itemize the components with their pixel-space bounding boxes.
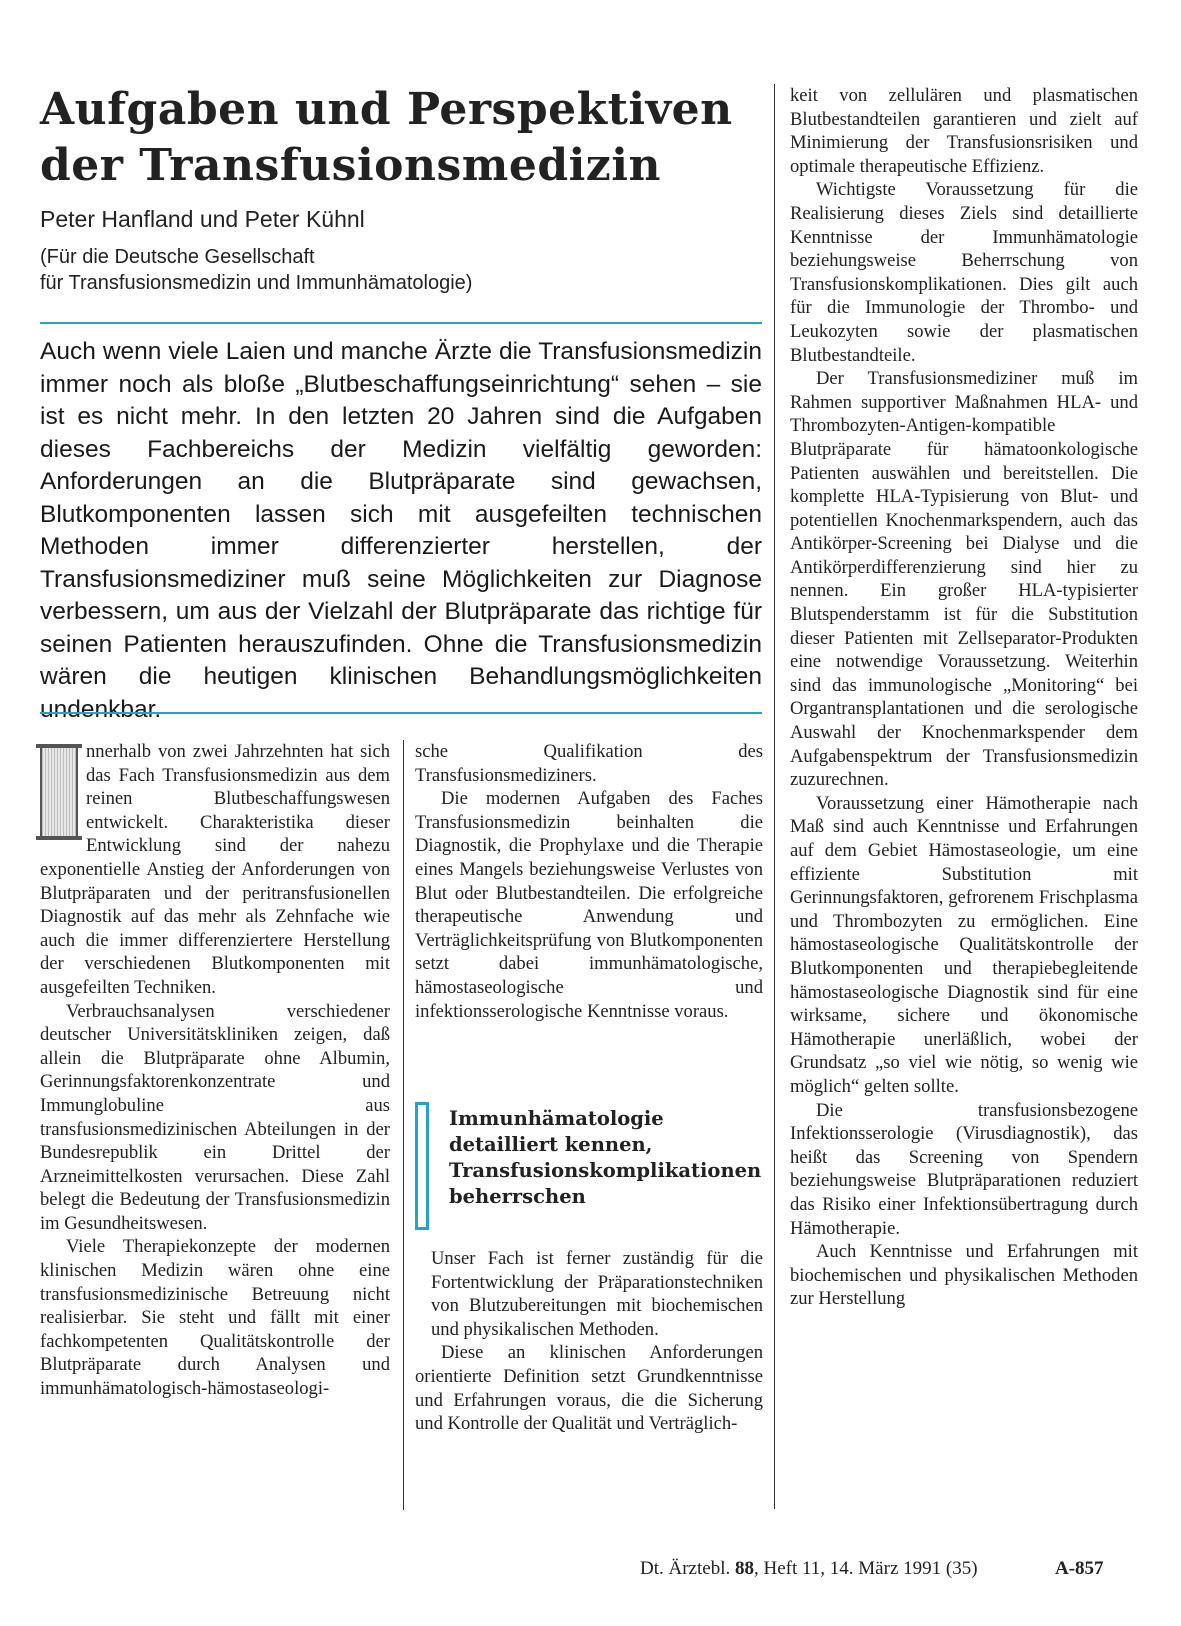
subheading-bracket — [415, 1102, 429, 1230]
column-divider-right — [774, 84, 775, 1509]
paragraph-7: Diese an klinischen Anforderungen orientierte Definition setzt Grundkenntnisse und Erfahrungen voraus, die die Sicherung und Kontrolle der Qualität und Verträglich- — [415, 1342, 763, 1435]
affiliation-line-1: (Für die Deutsche Gesellschaft — [40, 246, 315, 268]
author-affiliation — [40, 244, 760, 296]
article-authors: Peter Hanfland und Peter Kühnl — [40, 206, 365, 232]
issue-date: , Heft 11, 14. März 1991 (35) — [753, 1558, 978, 1579]
journal-name: Dt. Ärztebl. — [640, 1558, 731, 1579]
body-column-3 — [790, 84, 1138, 1311]
body-column-1 — [40, 740, 390, 1401]
drop-cap-i — [40, 744, 78, 840]
page-number: A-857 — [1055, 1558, 1104, 1579]
paragraph-10: Der Transfusionsmediziner muß im Rahmen supportiver Maßnahmen HLA- und Thrombozyten-Antigen-kompatible Blutpräparate für hämatoonkologische Patienten auswählen und bereitstellen. Die komplette HLA-Typisierung von Blut- und potentiellen Knochenmarkspendern, auch das Antikörper-Screening bei Dialyse und die Antikörperdifferenzierung sind hier zu nennen. Ein großer HLA-typisierter Blutspenderstamm ist für die Substitution dieser Patienten mit Zellseparator-Produkten eine notwendige Voraussetzung. Weiterhin sind das immunologische „Monitoring“ bei Organtransplantationen und die serologische Auswahl der Knochenmarkspender dem Aufgabenspektrum der Transfusionsmedizin zuzurechnen. — [790, 368, 1138, 791]
paragraph-1-text: nnerhalb von zwei Jahrzehnten hat sich das Fach Transfusionsmedizin aus dem reinen Blutbeschaffungswesen entwickelt. Charakteristika dieser Entwicklung sind der nahezu exponentielle Anstieg der Anforderungen von Blutpräparaten und der peritransfusionellen Diagnostik auf das mehr als Zehnfache wie auch die immer differenziertere Herstellung der verschiedenen Blutkomponenten mit ausgefeilten Techniken. — [40, 741, 390, 998]
paragraph-3: Viele Therapiekonzepte der modernen klinischen Medizin wären ohne eine transfusionsmedizinische Betreuung nicht realisierbar. Sie steht und fällt mit einer fachkompetenten Qualitätskontrolle der Blutpräparate durch Analysen und immunhämatologisch-hämostaseologi- — [40, 1236, 390, 1400]
lead-divider — [40, 712, 762, 714]
affiliation-line-2: für Transfusionsmedizin und Immunhämatologie) — [40, 272, 473, 294]
paragraph-1 — [40, 740, 390, 1000]
column-divider-left — [403, 740, 404, 1510]
paragraph-2: Verbrauchsanalysen verschiedener deutscher Universitätskliniken zeigen, daß allein die Blutpräparate ohne Albumin, Gerinnungsfaktorenkonzentrate und Immunglobuline aus transfusionsmedizinischen Abteilungen in der Bundesrepublik ein Drittel der Arzneimittelkosten verursachen. Diese Zahl belegt die Bedeutung der Transfusionsmedizin im Gesundheitswesen. — [40, 1000, 390, 1234]
article-title: Aufgaben und Perspektiven der Transfusionsmedizin — [40, 84, 733, 191]
subheading-box — [415, 1102, 763, 1247]
paragraph-13: Auch Kenntnisse und Erfahrungen mit biochemischen und physikalischen Methoden zur Herstellung — [790, 1241, 1138, 1310]
body-column-2-top — [415, 740, 763, 1023]
paragraph-6: Unser Fach ist ferner zuständig für die Fortentwicklung der Präparationstechniken von Blutzubereitungen mit biochemischen und physikalischen Methoden. — [431, 1248, 763, 1340]
subheading: Immunhämatologie detailliert kennen, Transfusionskomplikationen beherrschen — [449, 1107, 762, 1208]
lead-paragraph: Auch wenn viele Laien und manche Ärzte die Transfusionsmedizin immer noch als bloße „Blutbeschaffungseinrichtung“ sehen – sie ist es nicht mehr. In den letzten 20 Jahren sind die Aufgaben dieses Fachbereichs der Medizin vielfältig geworden: Anforderungen an die Blutpräparate sind gewachsen, Blutkomponenten lassen sich mit ausgefeilten technischen Methoden immer differenzierter herstellen, der Transfusionsmediziner muß seine Möglichkeiten zur Diagnose verbessern, um aus der Vielzahl der Blutpräparate das richtige für seinen Patienten herauszufinden. Ohne die Transfusionsmedizin wären die heutigen klinischen Behandlungsmöglichkeiten undenkbar. — [40, 338, 762, 723]
paragraph-4: sche Qualifikation des Transfusionsmediziners. — [415, 741, 763, 786]
body-column-2-bottom — [415, 1247, 763, 1436]
paragraph-8: keit von zellulären und plasmatischen Blutbestandteilen garantieren und zielt auf Minimierung der Transfusionsrisiken und optimale therapeutische Effizienz. — [790, 85, 1138, 177]
page-footer — [640, 1558, 978, 1580]
top-divider — [40, 322, 762, 324]
paragraph-9: Wichtigste Voraussetzung für die Realisierung dieses Ziels sind detaillierte Kenntnisse der Immunhämatologie beziehungsweise Beherrschung von Transfusionskomplikationen. Dies gilt auch für die Immunologie der Thrombo- und Leukozyten sowie der plasmatischen Blutbestandteile. — [790, 179, 1138, 366]
paragraph-5: Die modernen Aufgaben des Faches Transfusionsmedizin beinhalten die Diagnostik, die Prophylaxe und die Therapie eines Mangels beziehungsweise Verlustes von Blut oder Blutbestandteilen. Die erfolgreiche therapeutische Anwendung und Verträglichkeitsprüfung von Blutkomponenten setzt dabei immunhämatologische, hämostaseologische und infektionsserologische Kenntnisse voraus. — [415, 788, 763, 1022]
journal-volume: 88 — [734, 1558, 754, 1579]
paragraph-11: Voraussetzung einer Hämotherapie nach Maß sind auch Kenntnisse und Erfahrungen auf dem Gebiet Hämostaseologie, um eine effiziente Substitution mit Gerinnungsfaktoren, gefrorenem Frischplasma und Thrombozyten zu ermöglichen. Eine hämostaseologische Qualitätskontrolle der Blutkomponenten und therapiebegleitende hämostaseologische Diagnostik sind für eine wirksame, sichere und ökonomische Hämotherapie unerläßlich, wobei der Grundsatz „so viel wie nötig, so wenig wie möglich“ gelten sollte. — [790, 792, 1138, 1097]
paragraph-12: Die transfusionsbezogene Infektionsserologie (Virusdiagnostik), das heißt das Screening von Spendern beziehungsweise Blutpräparationen reduziert das Risiko einer Infektionsübertragung durch Hämotherapie. — [790, 1099, 1138, 1239]
